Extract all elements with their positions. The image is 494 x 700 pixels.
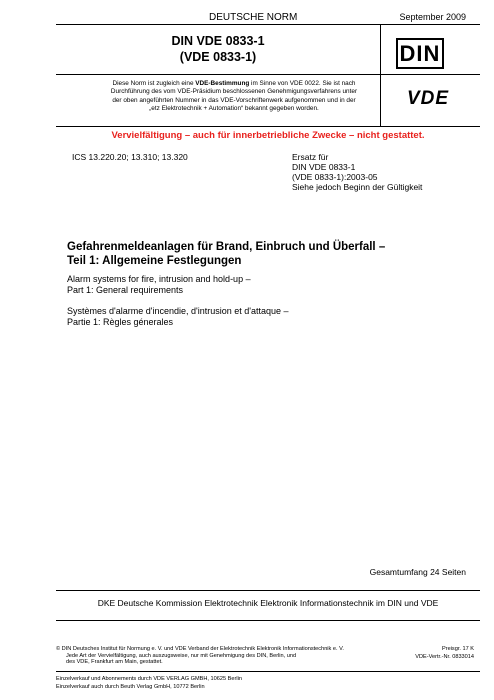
copyright-notice: © DIN Deutsches Institut für Normung e. V. und VDE Verband der Elektrotechnik Elektronik Informationstechnik e. V. Jede Art der Vervielfältigung, auch auszugsweise, nur mit Genehmigung des DIN, Berlin, und des VDE, Frankfurt am Main, gestattet. (56, 646, 344, 666)
price-group: Preisgr. 17 K (441, 646, 474, 652)
dke-line: DKE Deutsche Kommission Elektrotechnik Elektronik Informationstechnik im DIN und VDE (97, 598, 439, 608)
din-logo-text: DIN (399, 41, 441, 66)
vde-regulation-notice: Diese Norm ist zugleich eine VDE-Bestimmung im Sinne von VDE 0022. Sie ist nach Durchführung des vom VDE-Präsidium beschlossenen Genehmigungsverfahrens unter der oben angeführten Nummer in das VDE-Vorschriftenwerk aufgenommen und in der „etz Elektrotechnik + Automation“ bekannt gegeben worden. (110, 80, 358, 113)
english-title: Alarm systems for fire, intrusion and hold-up – Part 1: General requirements (67, 274, 251, 295)
standard-number: DIN VDE 0833-1 (171, 34, 265, 48)
vde-logo: VDE (406, 88, 450, 109)
logo-column-divider (380, 24, 381, 126)
vde-order-number: VDE-Vertr.-Nr. 0833014 (415, 653, 474, 660)
german-title: Gefahrenmeldeanlagen für Brand, Einbruch und Überfall – Teil 1: Allgemeine Festlegungen (67, 241, 386, 267)
french-title: Systèmes d'alarme d'incendie, d'intrusion et d'attaque – Partie 1: Règles génerales (67, 306, 289, 327)
publication-date: September 2009 (399, 12, 466, 22)
ics-codes: ICS 13.220.20; 13.310; 13.320 (72, 152, 188, 162)
dke-rule-bottom (56, 620, 480, 621)
reproduction-warning: Vervielfältigung – auch für innerbetriebliche Zwecke – nicht gestattet. (111, 130, 425, 141)
header-rule (56, 24, 480, 25)
replacement-info: Ersatz für DIN VDE 0833-1 (VDE 0833-1):2003-05 Siehe jedoch Beginn der Gültigkeit (292, 152, 423, 192)
dke-rule-top (56, 590, 480, 591)
notice-divider (56, 126, 480, 127)
document-type-label: DEUTSCHE NORM (209, 12, 298, 23)
total-pages: Gesamtumfang 24 Seiten (369, 567, 466, 577)
footer-rule (56, 671, 480, 672)
price-info (415, 646, 474, 661)
sales-info: Einzelverkauf und Abonnements durch VDE VERLAG GMBH, 10625 Berlin Einzelverkauf auch durch Beuth Verlag GmbH, 10772 Berlin (56, 676, 242, 690)
vde-number: (VDE 0833-1) (179, 50, 257, 64)
title-divider (56, 74, 480, 75)
din-logo (396, 38, 444, 69)
